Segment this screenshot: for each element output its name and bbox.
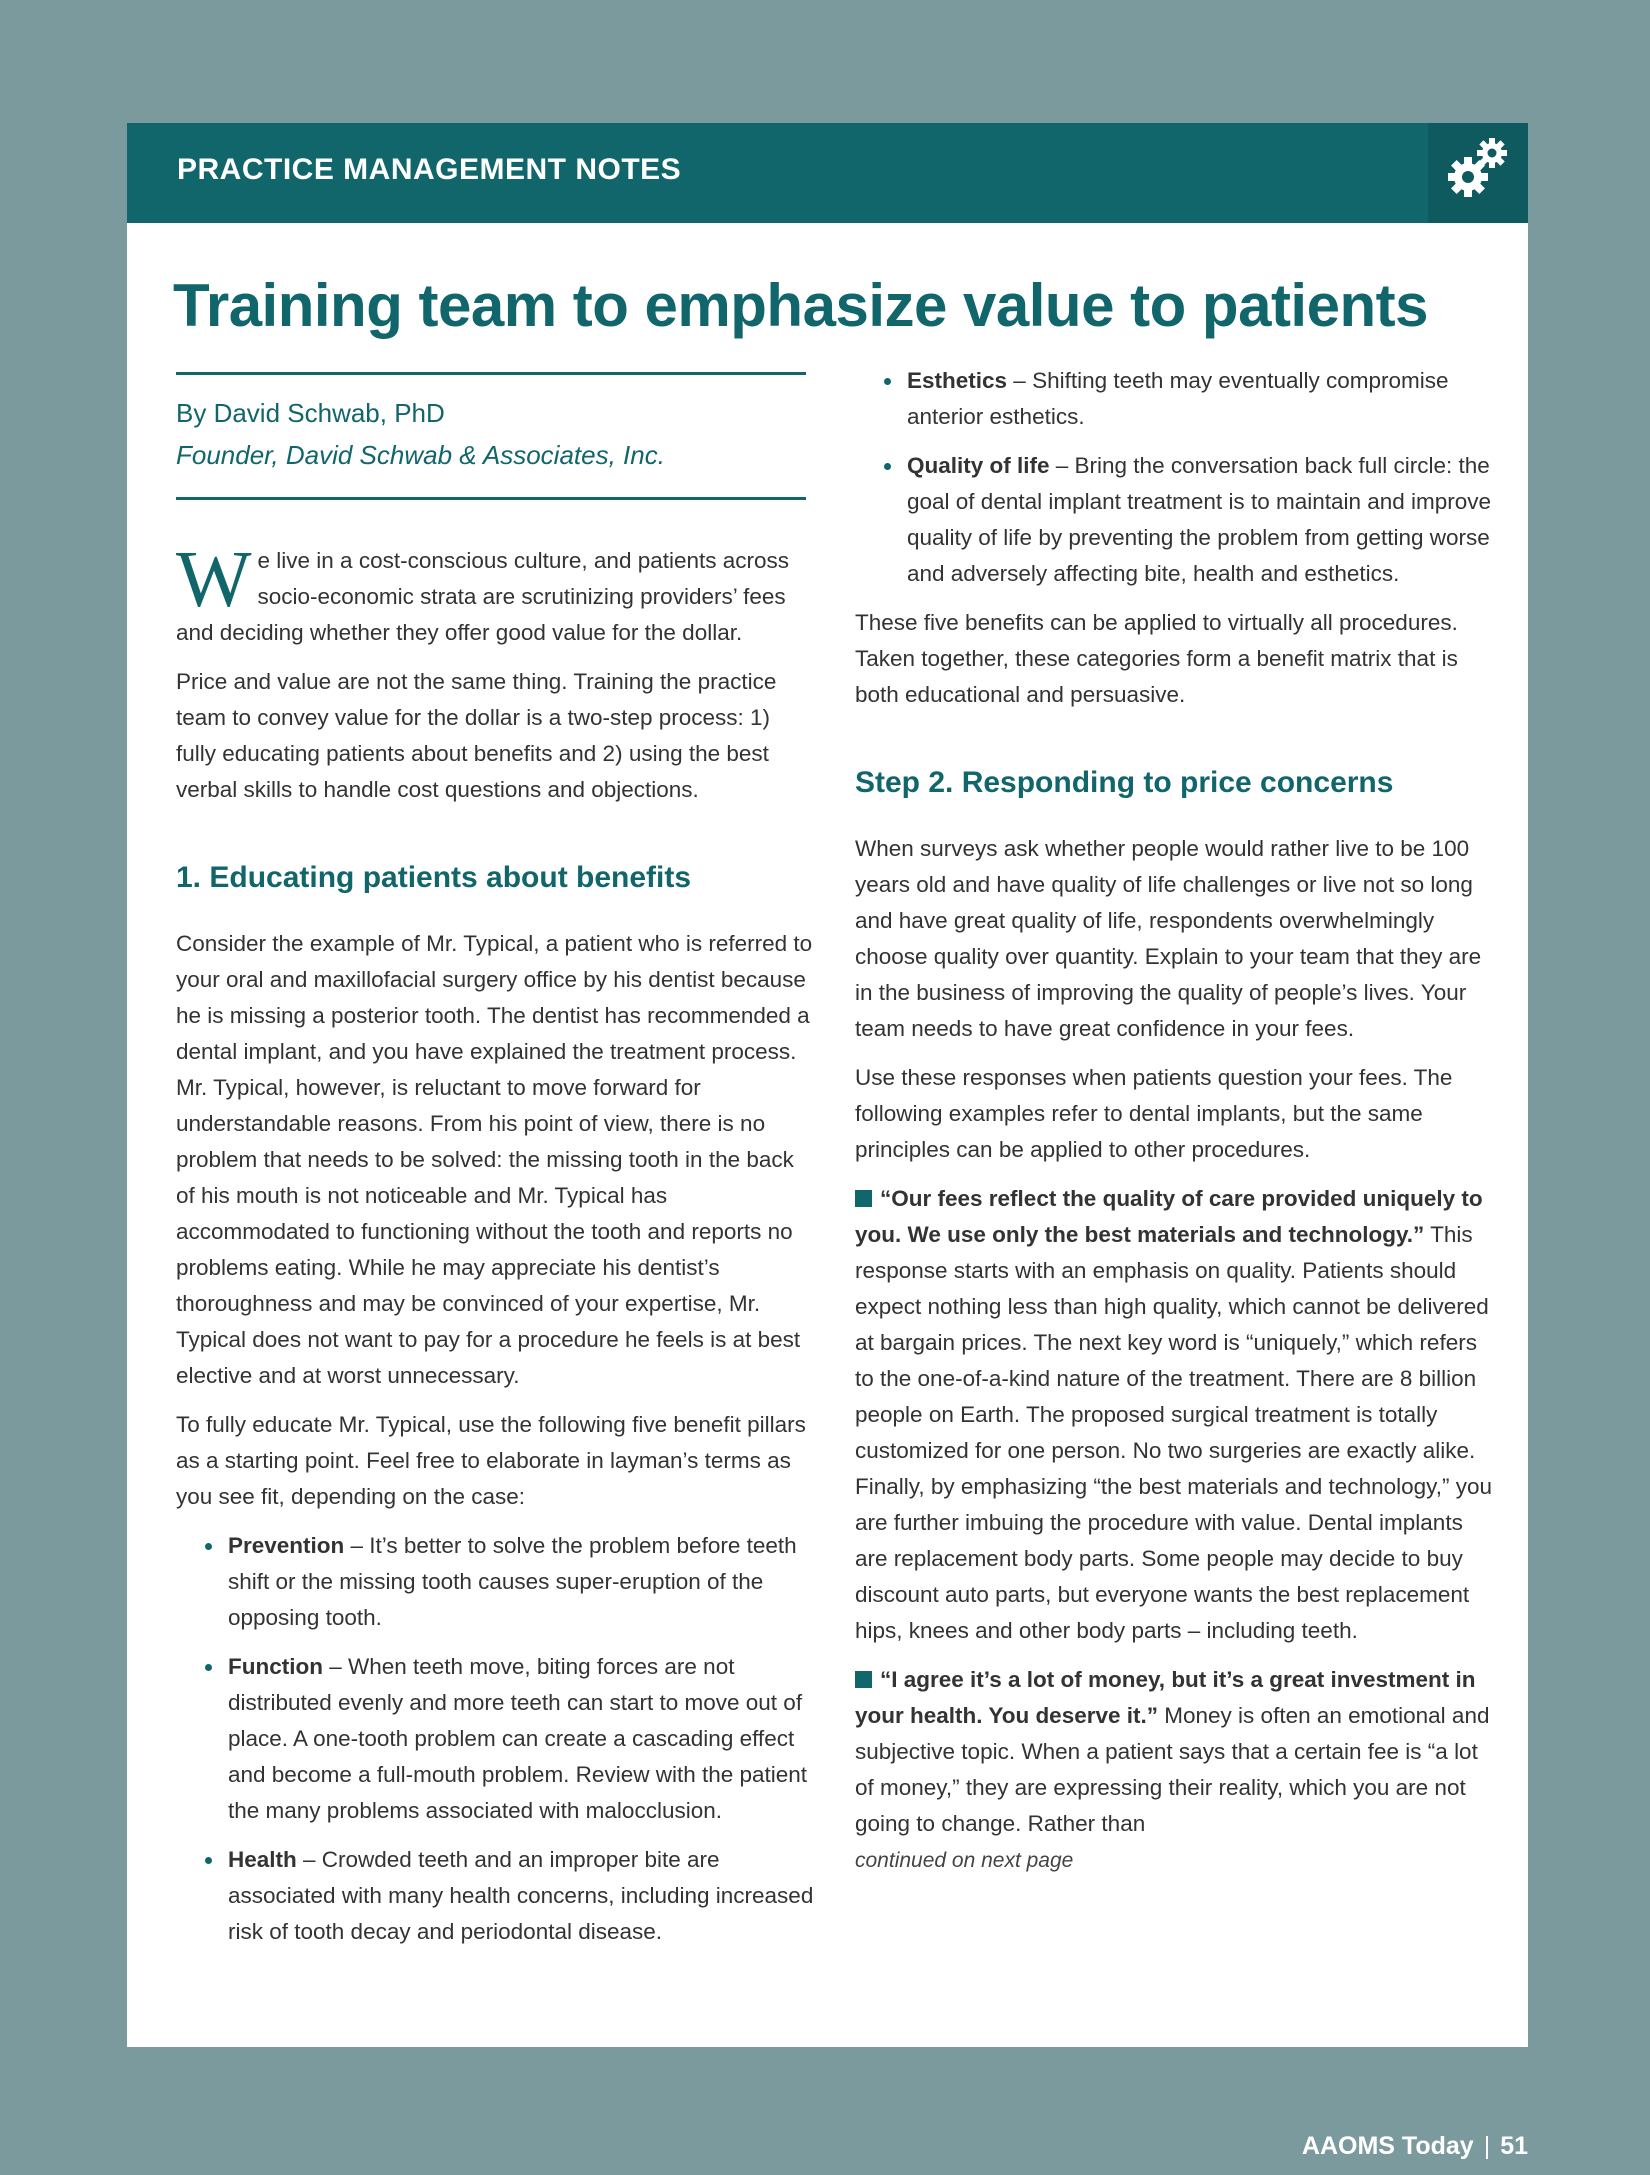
right-column (855, 363, 1495, 1892)
intro-paragraph: We live in a cost-conscious culture, and patients across socio-economic strata are scrutinizing providers’ fees and deciding whether they offer good value for the dollar. (176, 536, 790, 645)
benefit-term: Prevention (228, 1533, 345, 1558)
section-title: PRACTICE MANAGEMENT NOTES (177, 153, 682, 186)
section1-paragraph-3: These five benefits can be applied to virtually all procedures. Taken together, these categories form a benefit matrix that is both educational and persuasive. (855, 610, 1458, 707)
article-title: Training team to emphasize value to patients (173, 272, 1428, 339)
square-bullet-icon (855, 1671, 872, 1688)
publication-name: AAOMS Today (1301, 2132, 1474, 2160)
response-1-quote: “Our fees reflect the quality of care provided uniquely to you. We use only the best materials and technology.” (855, 1186, 1483, 1247)
benefit-item: Prevention – It’s better to solve the problem before teeth shift or the missing tooth causes super-eruption of the opposing tooth. (228, 1528, 816, 1636)
benefit-list-continued (855, 363, 1495, 592)
article-card (127, 223, 1528, 2047)
benefit-term: Function (228, 1654, 323, 1679)
response-1: “Our fees reflect the quality of care provided uniquely to you. We use only the best materials and technology.” This response starts with an emphasis on quality. Patients should expect nothing less than high quality, which cannot be delivered at bargain prices. The next key word is “uniquely,” which refers to the one-of-a-kind nature of the treatment. There are 8 billion people on Earth. The proposed surgical treatment is totally customized for one person. No two surgeries are exactly alike. Finally, by emphasizing “the best materials and technology,” you are further imbuing the procedure with value. Dental implants are replacement body parts. Some people may decide to buy discount auto parts, but everyone wants the best replacement hips, knees and other body parts – including teeth. (855, 1186, 1492, 1643)
gears-icon-box (1428, 123, 1528, 223)
section1-heading: 1. Educating patients about benefits (176, 861, 692, 894)
response-2-quote: “I agree it’s a lot of money, but it’s a great investment in your health. You deserve it.” (855, 1667, 1476, 1728)
byline-rule-top (176, 372, 806, 375)
benefit-item: Esthetics – Shifting teeth may eventually compromise anterior esthetics. (907, 363, 1495, 435)
response-2: “I agree it’s a lot of money, but it’s a great investment in your health. You deserve it.” Money is often an emotional and subjective topic. When a patient says that a certain fee is “a lot of money,” they are expressing their reality, which you are not going to change. Rather than continued on next page (855, 1667, 1490, 1872)
section2-paragraph-1: When surveys ask whether people would rather live to be 100 years old and have quality of life challenges or live not so long and have great quality of life, respondents overwhelmingly choose quality over quantity. Explain to your team that they are in the business of improving the quality of people’s lives. Your team needs to have great confidence in your fees. (855, 836, 1482, 1041)
benefit-term: Quality of life (907, 453, 1050, 478)
benefit-item: Quality of life – Bring the conversation back full circle: the goal of dental implant treatment is to maintain and improve quality of life by preventing the problem from getting worse and adversely affecting bite, health and esthetics. (907, 448, 1495, 592)
page-footer (1302, 2132, 1528, 2161)
section1-paragraph-2: To fully educate Mr. Typical, use the following five benefit pillars as a starting point. Feel free to elaborate in layman’s terms as you see fit, depending on the case: (176, 1412, 806, 1509)
page-number: 51 (1500, 2132, 1528, 2160)
square-bullet-icon (855, 1190, 872, 1207)
author-affiliation: Founder, David Schwab & Associates, Inc. (176, 440, 665, 470)
gears-icon (1442, 133, 1514, 205)
benefit-term: Esthetics (907, 368, 1008, 393)
author-name: By David Schwab, PhD (176, 398, 445, 428)
section2-heading: Step 2. Responding to price concerns (855, 766, 1394, 799)
byline-rule-bottom (176, 497, 806, 500)
section-banner (127, 123, 1528, 223)
intro-paragraph-2: Price and value are not the same thing. Training the practice team to convey value for the dollar is a two-step process: 1) fully educating patients about benefits and 2) using the best verbal skills to handle cost questions and objections. (176, 669, 777, 802)
benefit-list (176, 1528, 816, 1950)
benefit-term: Health (228, 1847, 297, 1872)
continued-note: continued on next page (855, 1849, 1074, 1872)
footer-separator: | (1483, 2132, 1491, 2160)
drop-cap: W (176, 536, 252, 624)
section1-paragraph-1: Consider the example of Mr. Typical, a patient who is referred to your oral and maxillofacial surgery office by his dentist because he is missing a posterior tooth. The dentist has recommended a dental implant, and you have explained the treatment process. Mr. Typical, however, is reluctant to move forward for understandable reasons. From his point of view, there is no problem that needs to be solved: the missing tooth in the back of his mouth is not noticeable and Mr. Typical has accommodated to functioning without the tooth and reports no problems eating. While he may appreciate his dentist’s thoroughness and may be convinced of your expertise, Mr. Typical does not want to pay for a procedure he feels is at best elective and at worst unnecessary. (176, 931, 813, 1388)
benefit-item: Health – Crowded teeth and an improper bite are associated with many health concerns, including increased risk of tooth decay and periodontal disease. (228, 1842, 816, 1950)
section2-paragraph-2: Use these responses when patients question your fees. The following examples refer to dental implants, but the same principles can be applied to other procedures. (855, 1065, 1453, 1162)
benefit-item: Function – When teeth move, biting forces are not distributed evenly and more teeth can start to move out of place. A one-tooth problem can create a cascading effect and become a full-mouth problem. Review with the patient the many problems associated with malocclusion. (228, 1649, 816, 1829)
left-column (176, 536, 816, 1963)
